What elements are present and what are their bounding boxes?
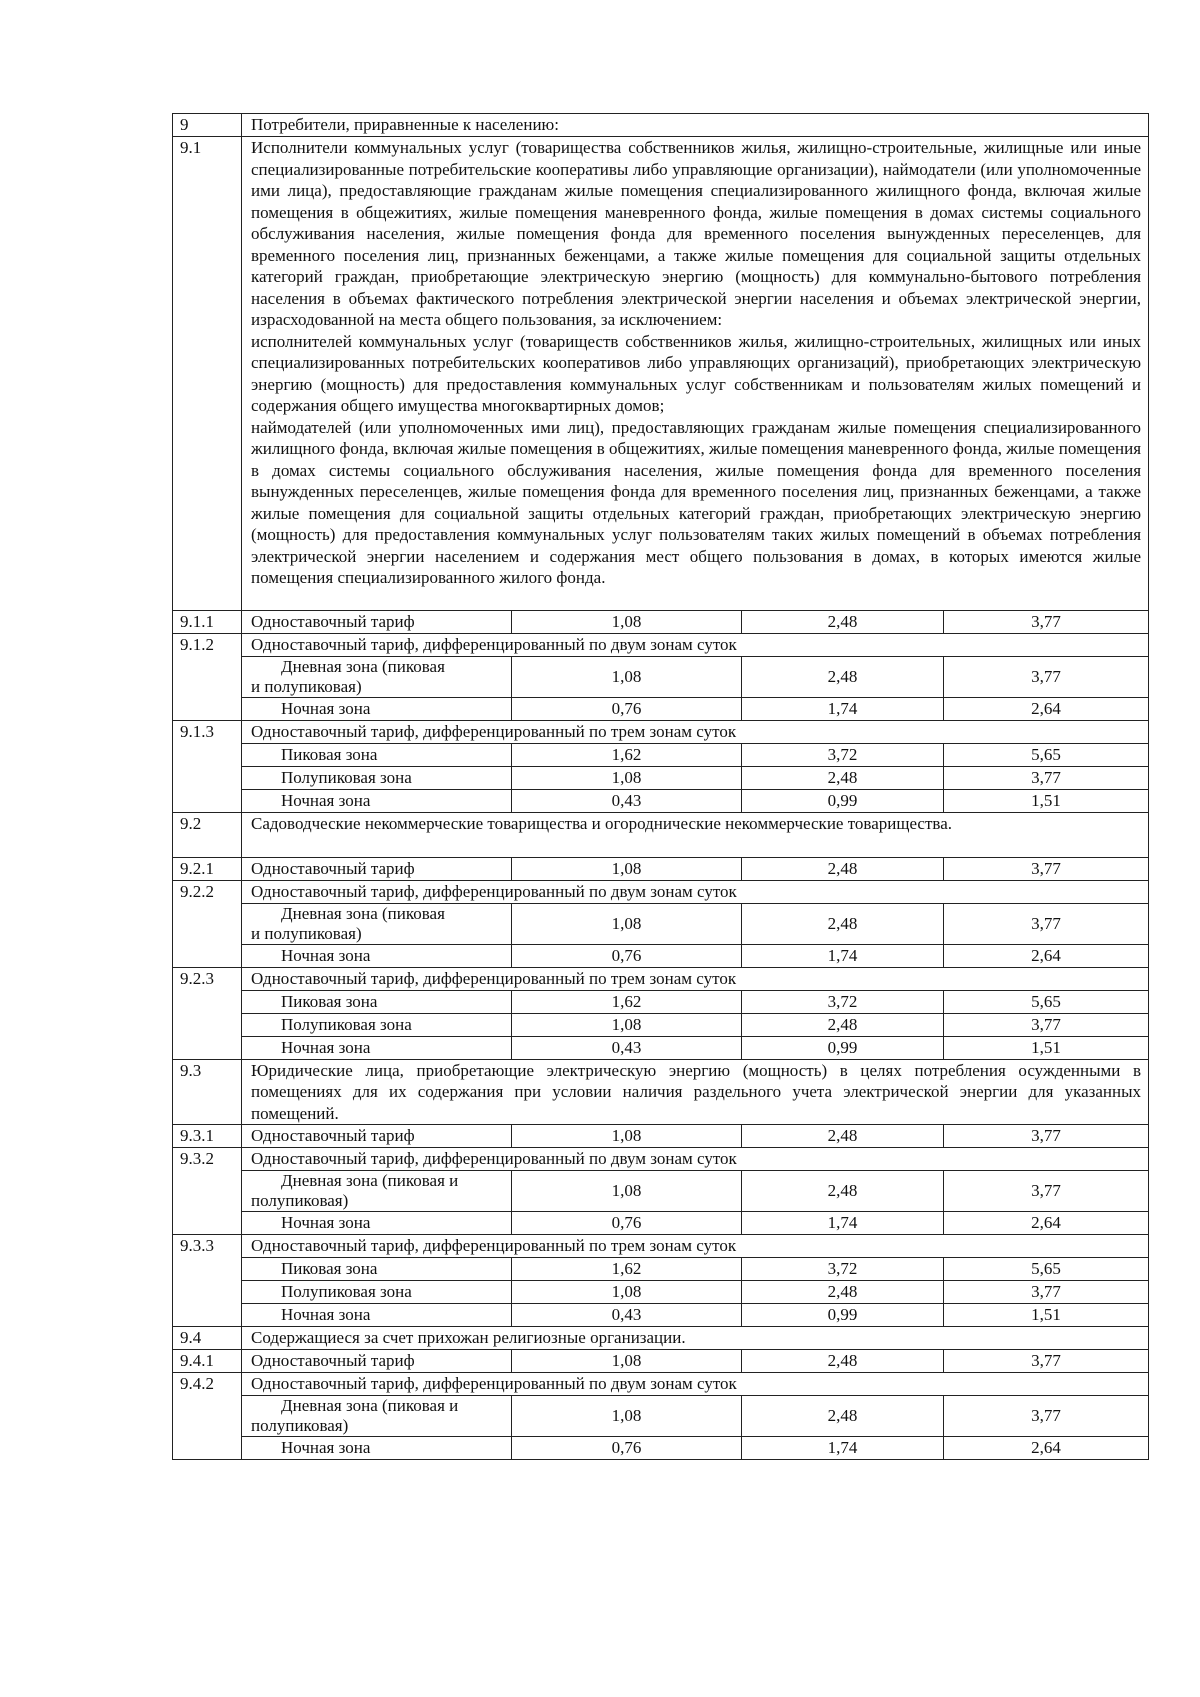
table-row xyxy=(173,990,1149,1013)
zone-label xyxy=(242,903,512,944)
value-cell: 3,77 xyxy=(944,1125,1149,1148)
tariff-label: Одноставочный тариф, дифференцированный по двум зонам суток xyxy=(242,880,1149,903)
row-number: 9 xyxy=(173,114,242,137)
value-cell: 2,48 xyxy=(742,766,944,789)
section-title: Потребители, приравненные к населению: xyxy=(242,114,1149,137)
value-cell: 0,99 xyxy=(742,1036,944,1059)
value-cell: 1,74 xyxy=(742,1212,944,1235)
table-row xyxy=(173,656,1149,697)
table-row xyxy=(173,743,1149,766)
zone-label xyxy=(242,656,512,697)
zone-label-line: Дневная зона (пиковая xyxy=(281,656,445,676)
zone-label: Ночная зона xyxy=(242,1437,512,1460)
tariff-label: Одноставочный тариф, дифференцированный по двум зонам суток xyxy=(242,1373,1149,1396)
value-cell: 1,08 xyxy=(512,857,742,880)
value-cell: 3,77 xyxy=(944,1281,1149,1304)
table-row xyxy=(173,1171,1149,1212)
value-cell: 1,62 xyxy=(512,743,742,766)
value-cell: 2,48 xyxy=(742,610,944,633)
value-cell: 1,62 xyxy=(512,1258,742,1281)
table-row xyxy=(173,766,1149,789)
tariff-label: Одноставочный тариф, дифференцированный по трем зонам суток xyxy=(242,720,1149,743)
zone-label-line: и полупиковая) xyxy=(251,923,362,943)
value-cell: 2,48 xyxy=(742,1125,944,1148)
value-cell: 2,48 xyxy=(742,656,944,697)
value-cell: 3,77 xyxy=(944,903,1149,944)
value-cell: 1,08 xyxy=(512,1013,742,1036)
value-cell: 0,76 xyxy=(512,1437,742,1460)
tariff-label: Одноставочный тариф, дифференцированный по двум зонам суток xyxy=(242,633,1149,656)
table-row xyxy=(173,880,1149,903)
value-cell: 3,77 xyxy=(944,1171,1149,1212)
table-row xyxy=(173,1036,1149,1059)
row-number: 9.3.3 xyxy=(173,1235,242,1327)
row-number: 9.2 xyxy=(173,812,242,857)
tariff-label: Одноставочный тариф, дифференцированный по трем зонам суток xyxy=(242,1235,1149,1258)
value-cell: 5,65 xyxy=(944,1258,1149,1281)
zone-label-line: полупиковая) xyxy=(251,1191,349,1210)
row-number: 9.4 xyxy=(173,1327,242,1350)
zone-label: Ночная зона xyxy=(242,1304,512,1327)
value-cell: 2,48 xyxy=(742,1396,944,1437)
zone-label: Ночная зона xyxy=(242,1036,512,1059)
zone-label-line: полупиковая) xyxy=(251,1416,349,1435)
table-row xyxy=(173,944,1149,967)
row-number: 9.4.1 xyxy=(173,1350,242,1373)
row-number: 9.3.1 xyxy=(173,1125,242,1148)
value-cell: 3,77 xyxy=(944,1350,1149,1373)
value-cell: 2,64 xyxy=(944,1212,1149,1235)
table-row xyxy=(173,610,1149,633)
table-row xyxy=(173,1235,1149,1258)
value-cell: 3,72 xyxy=(742,743,944,766)
zone-label: Полупиковая зона xyxy=(242,766,512,789)
row-number: 9.1.1 xyxy=(173,610,242,633)
value-cell: 1,74 xyxy=(742,1437,944,1460)
zone-label-line: и полупиковая) xyxy=(251,676,362,696)
value-cell: 1,08 xyxy=(512,1125,742,1148)
table-row xyxy=(173,1327,1149,1350)
row-number: 9.2.1 xyxy=(173,857,242,880)
paragraph: исполнителей коммунальных услуг (товариществ собственников жилья, жилищно-строительных, жилищных или иных специализированных потребительских кооперативов либо управляющих организаций), приобретающих электрическую энергию (мощность) для предоставления коммунальных услуг собственникам и пользователям жилых помещений и содержания общего имущества многоквартирных домов; xyxy=(251,331,1142,415)
zone-label xyxy=(242,1396,512,1437)
section-description: Юридические лица, приобретающие электрическую энергию (мощность) в целях потребления осужденными в помещениях для их содержания при условии наличия раздельного учета электрической энергии для указанных помещений. xyxy=(242,1059,1149,1125)
value-cell: 1,51 xyxy=(944,1304,1149,1327)
zone-label: Ночная зона xyxy=(242,697,512,720)
value-cell: 2,48 xyxy=(742,1350,944,1373)
value-cell: 3,77 xyxy=(944,857,1149,880)
row-number: 9.2.3 xyxy=(173,967,242,1059)
value-cell: 2,64 xyxy=(944,1437,1149,1460)
zone-label: Полупиковая зона xyxy=(242,1013,512,1036)
paragraph: Исполнители коммунальных услуг (товарищества собственников жилья, жилищно-строительные, жилищные или иные специализированные потребительские кооперативы либо управляющие организации), наймодатели (или уполномоченные ими лица), предоставляющие гражданам жилые помещения специализированного жилищного фонда, включая жилые помещения в общежитиях, жилые помещения маневренного фонда, жилые помещения в домах системы социального обслуживания населения, жилые помещения фонда для временного поселения вынужденных переселенцев, для временного поселения лиц, признанных беженцами, а также жилые помещения для социальной защиты отдельных категорий граждан, приобретающие электрическую энергию (мощность) для коммунально-бытового потребления населения в объемах фактического потребления электрической энергии населения и объемах электрической энергии, израсходованной на места общего пользования, за исключением: xyxy=(251,138,1142,329)
value-cell: 1,51 xyxy=(944,789,1149,812)
table-row xyxy=(173,967,1149,990)
tariff-label: Одноставочный тариф xyxy=(242,857,512,880)
table-row xyxy=(173,1125,1149,1148)
zone-label xyxy=(242,1171,512,1212)
value-cell: 1,51 xyxy=(944,1036,1149,1059)
value-cell: 0,76 xyxy=(512,697,742,720)
value-cell: 0,76 xyxy=(512,944,742,967)
table-row xyxy=(173,857,1149,880)
value-cell: 0,99 xyxy=(742,789,944,812)
value-cell: 0,76 xyxy=(512,1212,742,1235)
value-cell: 3,77 xyxy=(944,1013,1149,1036)
zone-label-line: Дневная зона (пиковая xyxy=(281,903,445,923)
table-row xyxy=(173,1059,1149,1125)
value-cell: 1,08 xyxy=(512,1281,742,1304)
table-row xyxy=(173,1258,1149,1281)
tariff-label: Одноставочный тариф, дифференцированный по двум зонам суток xyxy=(242,1148,1149,1171)
row-number: 9.3 xyxy=(173,1059,242,1125)
row-number: 9.1 xyxy=(173,137,242,611)
value-cell: 0,43 xyxy=(512,1304,742,1327)
table-row xyxy=(173,1281,1149,1304)
section-description: Содержащиеся за счет прихожан религиозные организации. xyxy=(242,1327,1149,1350)
value-cell: 2,64 xyxy=(944,944,1149,967)
table-row xyxy=(173,1350,1149,1373)
table-row xyxy=(173,1396,1149,1437)
value-cell: 1,08 xyxy=(512,903,742,944)
paragraph: наймодателей (или уполномоченных ими лиц), предоставляющих гражданам жилые помещения специализированного жилищного фонда, включая жилые помещения в общежитиях, жилые помещения маневренного фонда, жилые помещения в домах системы социального обслуживания населения, жилые помещения фонда для временного поселения вынужденных переселенцев, жилые помещения фонда для временного поселения лиц, признанных беженцами, а также жилые помещения для социальной защиты отдельных категорий граждан, приобретающих электрическую энергию (мощность) для предоставления коммунальных услуг пользователям таких жилых помещений в объемах потребления электрической энергии населением и содержания мест общего пользования в домах, в которых имеются жилые помещения специализированного жилого фонда. xyxy=(251,417,1142,587)
value-cell: 5,65 xyxy=(944,990,1149,1013)
value-cell: 2,48 xyxy=(742,857,944,880)
value-cell: 2,48 xyxy=(742,903,944,944)
tariff-label: Одноставочный тариф xyxy=(242,1350,512,1373)
value-cell: 0,43 xyxy=(512,1036,742,1059)
row-number: 9.1.2 xyxy=(173,633,242,720)
zone-label: Ночная зона xyxy=(242,944,512,967)
row-number: 9.2.2 xyxy=(173,880,242,967)
value-cell: 2,48 xyxy=(742,1281,944,1304)
value-cell: 3,72 xyxy=(742,990,944,1013)
tariff-label: Одноставочный тариф, дифференцированный по трем зонам суток xyxy=(242,967,1149,990)
zone-label-line: Дневная зона (пиковая и xyxy=(281,1171,459,1190)
table-row xyxy=(173,697,1149,720)
value-cell: 3,77 xyxy=(944,656,1149,697)
spacer xyxy=(251,589,1141,610)
value-cell: 0,43 xyxy=(512,789,742,812)
table-row xyxy=(173,1148,1149,1171)
row-number: 9.1.3 xyxy=(173,720,242,812)
value-cell: 3,72 xyxy=(742,1258,944,1281)
value-cell: 1,62 xyxy=(512,990,742,1013)
value-cell: 3,77 xyxy=(944,610,1149,633)
value-cell: 1,74 xyxy=(742,944,944,967)
value-cell: 2,48 xyxy=(742,1013,944,1036)
table-row xyxy=(173,1437,1149,1460)
tariff-label: Одноставочный тариф xyxy=(242,610,512,633)
section-description xyxy=(242,137,1149,611)
value-cell: 2,48 xyxy=(742,1171,944,1212)
value-cell: 1,08 xyxy=(512,1396,742,1437)
value-cell: 1,08 xyxy=(512,610,742,633)
value-cell: 1,08 xyxy=(512,1350,742,1373)
zone-label: Ночная зона xyxy=(242,789,512,812)
zone-label: Ночная зона xyxy=(242,1212,512,1235)
tariff-table xyxy=(172,113,1149,1460)
value-cell: 0,99 xyxy=(742,1304,944,1327)
value-cell: 3,77 xyxy=(944,766,1149,789)
table-row xyxy=(173,789,1149,812)
value-cell: 2,64 xyxy=(944,697,1149,720)
section-description: Садоводческие некоммерческие товарищества и огороднические некоммерческие товарищества. xyxy=(242,812,1149,857)
value-cell: 5,65 xyxy=(944,743,1149,766)
table-row xyxy=(173,633,1149,656)
zone-label-line: Дневная зона (пиковая и xyxy=(281,1396,459,1415)
table-row xyxy=(173,1212,1149,1235)
value-cell: 1,08 xyxy=(512,766,742,789)
value-cell: 1,08 xyxy=(512,1171,742,1212)
value-cell: 1,74 xyxy=(742,697,944,720)
table-row xyxy=(173,1304,1149,1327)
table-row xyxy=(173,1373,1149,1396)
table-row xyxy=(173,1013,1149,1036)
table-row xyxy=(173,137,1149,611)
table-row xyxy=(173,903,1149,944)
zone-label: Пиковая зона xyxy=(242,743,512,766)
value-cell: 1,08 xyxy=(512,656,742,697)
row-number: 9.3.2 xyxy=(173,1148,242,1235)
table-row xyxy=(173,720,1149,743)
row-number: 9.4.2 xyxy=(173,1373,242,1460)
table-row xyxy=(173,812,1149,857)
tariff-label: Одноставочный тариф xyxy=(242,1125,512,1148)
table-row xyxy=(173,114,1149,137)
zone-label: Пиковая зона xyxy=(242,1258,512,1281)
zone-label: Полупиковая зона xyxy=(242,1281,512,1304)
zone-label: Пиковая зона xyxy=(242,990,512,1013)
value-cell: 3,77 xyxy=(944,1396,1149,1437)
